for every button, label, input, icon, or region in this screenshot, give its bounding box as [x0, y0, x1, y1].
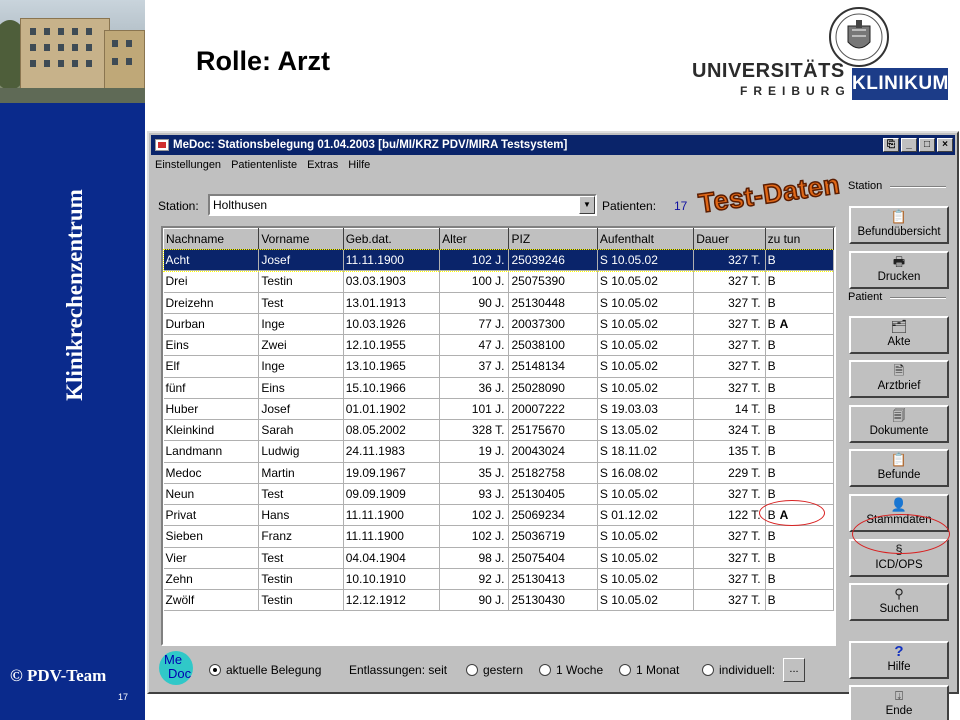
cell-vorname: Martin — [259, 462, 343, 483]
cell-aufenthalt: S 19.03.03 — [597, 398, 693, 419]
cell-gebdat: 08.05.2002 — [343, 420, 439, 441]
group-label-station: Station — [848, 180, 883, 192]
cell-gebdat: 15.10.1966 — [343, 377, 439, 398]
cell-aufenthalt: S 10.05.02 — [597, 590, 693, 611]
cell-alter: 102 J. — [440, 505, 509, 526]
binoculars-icon: ⚲ — [894, 586, 904, 601]
label-discharges: Entlassungen: seit — [349, 663, 448, 677]
cell-piz: 20007222 — [509, 398, 597, 419]
cell-vorname: Josef — [259, 250, 343, 271]
cell-nachname: Elf — [164, 356, 259, 377]
cell-nachname: Zehn — [164, 568, 259, 589]
medoc-window — [147, 131, 959, 717]
cell-alter: 92 J. — [440, 568, 509, 589]
cell-aufenthalt: S 10.05.02 — [597, 271, 693, 292]
cell-aufenthalt: S 10.05.02 — [597, 335, 693, 356]
label-month: 1 Monat — [636, 663, 680, 677]
section-icon: § — [895, 542, 903, 557]
cell-vorname: Testin — [259, 590, 343, 611]
side-button-label: Dokumente — [869, 425, 929, 437]
cell-vorname: Test — [259, 292, 343, 313]
cell-aufenthalt: S 18.11.02 — [597, 441, 693, 462]
letter-icon: 🗎 — [893, 363, 905, 378]
cell-nachname: Zwölf — [164, 590, 259, 611]
table-row[interactable] — [164, 292, 834, 313]
cell-piz: 20037300 — [509, 313, 597, 334]
cell-zutun: B — [765, 250, 833, 271]
documents-icon: 🗐 — [892, 408, 906, 423]
cell-alter: 102 J. — [440, 250, 509, 271]
radio-current[interactable] — [209, 664, 221, 676]
side-button-label: Akte — [887, 336, 911, 348]
cell-dauer: 327 T. — [694, 271, 765, 292]
table-row[interactable] — [164, 335, 834, 356]
cell-zutun: B — [765, 335, 833, 356]
dokumente-button[interactable] — [849, 405, 949, 443]
app-icon — [155, 139, 169, 151]
close-button[interactable]: × — [937, 138, 953, 152]
cell-dauer: 229 T. — [694, 462, 765, 483]
cell-piz: 25039246 — [509, 250, 597, 271]
side-button-label: Stammdaten — [866, 514, 932, 526]
table-row[interactable] — [164, 420, 834, 441]
arztbrief-button[interactable] — [849, 360, 949, 398]
minimize-button[interactable]: _ — [901, 138, 917, 152]
klinikum-badge: KLINIKUM — [852, 68, 948, 100]
cell-dauer: 327 T. — [694, 335, 765, 356]
cell-nachname: Sieben — [164, 526, 259, 547]
cell-piz: 25175670 — [509, 420, 597, 441]
label-individual: individuell: — [719, 663, 776, 677]
cell-nachname: Kleinkind — [164, 420, 259, 441]
cell-alter: 47 J. — [440, 335, 509, 356]
cell-aufenthalt: S 13.05.02 — [597, 420, 693, 441]
exit-door-icon: ⍗ — [895, 688, 903, 703]
cell-aufenthalt: S 16.08.02 — [597, 462, 693, 483]
cell-vorname: Josef — [259, 398, 343, 419]
cell-zutun: B — [765, 356, 833, 377]
cell-zutun: B — [765, 271, 833, 292]
table-row[interactable] — [164, 590, 834, 611]
patients-count: 17 — [674, 199, 688, 213]
cell-gebdat: 12.10.1955 — [343, 335, 439, 356]
side-button-label: ICD/OPS — [875, 559, 923, 571]
column-header[interactable]: Aufenthalt — [597, 229, 693, 250]
cell-zutun: B — [765, 483, 833, 504]
printer-icon: 🖶 — [892, 254, 906, 269]
cell-vorname: Testin — [259, 271, 343, 292]
table-row[interactable] — [164, 377, 834, 398]
side-button-label: Drucken — [877, 271, 921, 283]
menu-einstellungen[interactable]: Einstellungen — [155, 159, 222, 171]
radio-week[interactable] — [539, 664, 551, 676]
test-data-watermark: Test-Daten — [696, 169, 842, 219]
cell-alter: 328 T. — [440, 420, 509, 441]
akte-button[interactable] — [849, 316, 949, 354]
cell-vorname: Sarah — [259, 420, 343, 441]
cell-piz: 25028090 — [509, 377, 597, 398]
main-panel — [153, 169, 842, 647]
cell-dauer: 327 T. — [694, 526, 765, 547]
cell-nachname: Durban — [164, 313, 259, 334]
cell-piz: 25075404 — [509, 547, 597, 568]
side-button-label: Suchen — [879, 603, 919, 615]
cell-alter: 101 J. — [440, 398, 509, 419]
cell-dauer: 324 T. — [694, 420, 765, 441]
cell-aufenthalt: S 10.05.02 — [597, 483, 693, 504]
cell-dauer: 327 T. — [694, 292, 765, 313]
cell-vorname: Franz — [259, 526, 343, 547]
cell-zutun: B — [765, 526, 833, 547]
table-row[interactable] — [164, 356, 834, 377]
cell-nachname: Dreizehn — [164, 292, 259, 313]
cell-gebdat: 13.10.1965 — [343, 356, 439, 377]
cell-nachname: Privat — [164, 505, 259, 526]
cell-aufenthalt: S 10.05.02 — [597, 250, 693, 271]
university-city: FREIBURG — [740, 84, 851, 98]
table-row[interactable] — [164, 547, 834, 568]
table-row[interactable] — [164, 462, 834, 483]
cell-gebdat: 19.09.1967 — [343, 462, 439, 483]
cell-nachname: fünf — [164, 377, 259, 398]
copyright: © PDV-Team — [10, 666, 107, 685]
cell-alter: 98 J. — [440, 547, 509, 568]
cell-dauer: 327 T. — [694, 250, 765, 271]
cell-zutun: B — [765, 590, 833, 611]
cell-gebdat: 11.11.1900 — [343, 505, 439, 526]
side-button-label: Arztbrief — [877, 380, 921, 392]
cell-dauer: 14 T. — [694, 398, 765, 419]
filter-bar — [153, 651, 841, 689]
building-photo — [0, 0, 145, 103]
university-seal-icon — [828, 6, 890, 68]
radio-individual[interactable] — [702, 664, 714, 676]
cell-nachname: Acht — [164, 250, 259, 271]
cell-vorname: Testin — [259, 568, 343, 589]
column-header[interactable]: Alter — [440, 229, 509, 250]
cell-nachname: Vier — [164, 547, 259, 568]
cell-piz: 25075390 — [509, 271, 597, 292]
cell-dauer: 327 T. — [694, 313, 765, 334]
column-header[interactable]: Vorname — [259, 229, 343, 250]
cell-vorname: Zwei — [259, 335, 343, 356]
cell-gebdat: 10.10.1910 — [343, 568, 439, 589]
cell-piz: 20043024 — [509, 441, 597, 462]
cell-alter: 35 J. — [440, 462, 509, 483]
chevron-down-icon[interactable]: ▼ — [579, 196, 595, 214]
cell-alter: 90 J. — [440, 590, 509, 611]
label-current: aktuelle Belegung — [226, 663, 322, 677]
menu-extras[interactable]: Extras — [307, 159, 339, 171]
maximize-button[interactable]: □ — [919, 138, 935, 152]
cell-zutun: B — [765, 547, 833, 568]
label-yesterday: gestern — [483, 663, 524, 677]
cell-nachname: Huber — [164, 398, 259, 419]
cell-aufenthalt: S 10.05.02 — [597, 377, 693, 398]
university-logo — [680, 2, 958, 105]
cell-aufenthalt: S 10.05.02 — [597, 356, 693, 377]
label-week: 1 Woche — [556, 663, 604, 677]
cell-vorname: Eins — [259, 377, 343, 398]
report-overview-icon: 📋 — [890, 209, 908, 224]
cell-aufenthalt: S 10.05.02 — [597, 313, 693, 334]
menu-hilfe[interactable]: Hilfe — [348, 159, 371, 171]
station-value: Holthusen — [213, 198, 268, 212]
cell-alter: 93 J. — [440, 483, 509, 504]
cell-gebdat: 24.11.1983 — [343, 441, 439, 462]
cell-piz: 25182758 — [509, 462, 597, 483]
table-row[interactable] — [164, 398, 834, 419]
cell-gebdat: 10.03.1926 — [343, 313, 439, 334]
cell-piz: 25036719 — [509, 526, 597, 547]
cell-piz: 25130413 — [509, 568, 597, 589]
table-row[interactable] — [164, 483, 834, 504]
side-button-label: Ende — [885, 705, 913, 717]
help-icon: ? — [894, 643, 904, 660]
table-header — [164, 229, 834, 250]
window-titlebar — [151, 135, 955, 155]
sidebar-title: Klinikrechenzentrum — [62, 189, 88, 401]
cell-aufenthalt: S 01.12.02 — [597, 505, 693, 526]
cell-aufenthalt: S 10.05.02 — [597, 526, 693, 547]
cell-dauer: 327 T. — [694, 483, 765, 504]
table-row[interactable] — [164, 568, 834, 589]
cell-nachname: Eins — [164, 335, 259, 356]
cell-zutun: B — [765, 441, 833, 462]
ende-button[interactable] — [849, 685, 949, 720]
side-toolbar — [845, 177, 955, 717]
cell-dauer: 135 T. — [694, 441, 765, 462]
cell-vorname: Test — [259, 547, 343, 568]
cell-zutun: B — [765, 377, 833, 398]
medoc-logo: Me Doc — [159, 651, 193, 685]
suchen-button[interactable] — [849, 583, 949, 621]
cell-vorname: Ludwig — [259, 441, 343, 462]
cell-alter: 90 J. — [440, 292, 509, 313]
cell-gebdat: 04.04.1904 — [343, 547, 439, 568]
drucken-button[interactable] — [849, 251, 949, 289]
cell-aufenthalt: S 10.05.02 — [597, 568, 693, 589]
cell-dauer: 327 T. — [694, 356, 765, 377]
cell-dauer: 122 T. — [694, 505, 765, 526]
slide-title: Rolle: Arzt — [196, 46, 330, 76]
befund-bersicht-button[interactable] — [849, 206, 949, 244]
befunde-button[interactable] — [849, 449, 949, 487]
cell-alter: 100 J. — [440, 271, 509, 292]
menu-patientenliste[interactable]: Patientenliste — [231, 159, 298, 171]
table-row[interactable] — [164, 505, 834, 526]
hilfe-button[interactable] — [849, 641, 949, 679]
cell-piz: 25130430 — [509, 590, 597, 611]
table-row[interactable] — [164, 526, 834, 547]
column-header[interactable]: PIZ — [509, 229, 597, 250]
patients-label: Patienten: — [602, 199, 657, 213]
cell-zutun: B A — [765, 313, 833, 334]
side-button-label: Befunde — [877, 469, 921, 481]
cell-nachname: Medoc — [164, 462, 259, 483]
flag-a: A — [779, 316, 789, 331]
side-button-label: Befundübersicht — [857, 226, 941, 238]
table-body — [164, 250, 834, 611]
table-row[interactable] — [164, 271, 834, 292]
date-picker-button[interactable]: ... — [783, 658, 805, 682]
cell-aufenthalt: S 10.05.02 — [597, 292, 693, 313]
university-wordmark: UNIVERSITÄTS — [692, 60, 845, 82]
column-header[interactable]: Dauer — [694, 229, 765, 250]
column-header[interactable]: Nachname — [164, 229, 259, 250]
cell-aufenthalt: S 10.05.02 — [597, 547, 693, 568]
station-select[interactable] — [208, 194, 597, 216]
station-label: Station: — [158, 199, 199, 213]
cell-alter: 19 J. — [440, 441, 509, 462]
cell-piz: 25038100 — [509, 335, 597, 356]
cell-alter: 37 J. — [440, 356, 509, 377]
radio-yesterday[interactable] — [466, 664, 478, 676]
cell-zutun: B — [765, 420, 833, 441]
slide-number: 17 — [118, 692, 129, 702]
cell-nachname: Drei — [164, 271, 259, 292]
cell-gebdat: 13.01.1913 — [343, 292, 439, 313]
cell-piz: 25130405 — [509, 483, 597, 504]
radio-month[interactable] — [619, 664, 631, 676]
cell-vorname: Inge — [259, 313, 343, 334]
cell-vorname: Inge — [259, 356, 343, 377]
cell-zutun: B — [765, 398, 833, 419]
cell-piz: 25069234 — [509, 505, 597, 526]
cell-zutun: B — [765, 568, 833, 589]
side-button-label: Hilfe — [887, 661, 911, 673]
cell-nachname: Landmann — [164, 441, 259, 462]
cell-nachname: Neun — [164, 483, 259, 504]
flag-a: A — [779, 508, 789, 523]
findings-icon: 📋 — [890, 452, 908, 467]
cell-gebdat: 12.12.1912 — [343, 590, 439, 611]
cell-piz: 25130448 — [509, 292, 597, 313]
annotation-circle-icd — [852, 514, 950, 554]
column-header[interactable]: Geb.dat. — [343, 229, 439, 250]
cell-gebdat: 01.01.1902 — [343, 398, 439, 419]
person-icon: 👤 — [890, 497, 908, 512]
table-row[interactable] — [164, 313, 834, 334]
cell-alter: 102 J. — [440, 526, 509, 547]
cell-vorname: Test — [259, 483, 343, 504]
cell-zutun: B A — [765, 505, 833, 526]
cell-piz: 25148134 — [509, 356, 597, 377]
cell-dauer: 327 T. — [694, 590, 765, 611]
window-title: MeDoc: Stationsbelegung 01.04.2003 [bu/MI/KRZ PDV/MIRA Testsystem] — [173, 139, 568, 151]
column-header[interactable]: zu tun — [765, 229, 833, 250]
cell-dauer: 327 T. — [694, 547, 765, 568]
table-row[interactable] — [164, 250, 834, 271]
cell-gebdat: 11.11.1900 — [343, 526, 439, 547]
cell-zutun: B — [765, 462, 833, 483]
cell-alter: 36 J. — [440, 377, 509, 398]
cell-alter: 77 J. — [440, 313, 509, 334]
cell-gebdat: 09.09.1909 — [343, 483, 439, 504]
cell-gebdat: 03.03.1903 — [343, 271, 439, 292]
slide-sidebar — [0, 0, 145, 720]
cell-zutun: B — [765, 292, 833, 313]
cell-vorname: Hans — [259, 505, 343, 526]
record-icon: 🗂 — [890, 319, 908, 334]
annotation-circle-privat — [759, 500, 825, 526]
cell-gebdat: 11.11.1900 — [343, 250, 439, 271]
group-label-patient: Patient — [848, 291, 883, 303]
window-extra-button[interactable]: ⎘ — [883, 138, 899, 152]
table-row[interactable] — [164, 441, 834, 462]
cell-dauer: 327 T. — [694, 377, 765, 398]
patient-table — [161, 226, 836, 646]
cell-dauer: 327 T. — [694, 568, 765, 589]
